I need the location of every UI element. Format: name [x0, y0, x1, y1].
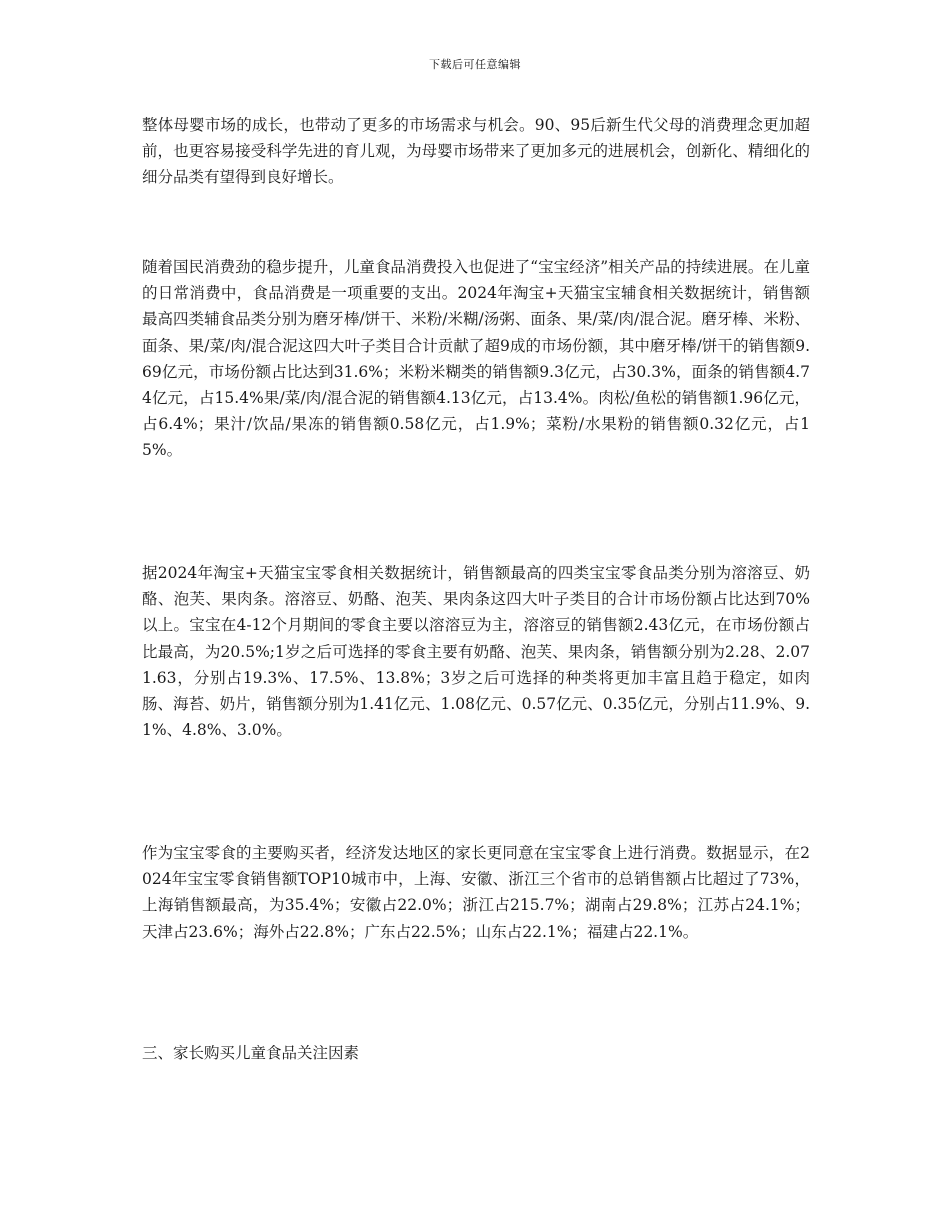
- paragraph-complementary-food: 随着国民消费劲的稳步提升，儿童食品消费投入也促进了“宝宝经济”相关产品的持续进展。在儿童的日常消费中，食品消费是一项重要的支出。2024年淘宝+天猫宝宝辅食相关数据统计，销售额最高四类辅食品类分别为磨牙棒/饼干、米粉/米糊/汤粥、面条、果/菜/肉/混合泥。磨牙棒、米粉、面条、果/菜/肉/混合泥这四大叶子类目合计贡献了超9成的市场份额，其中磨牙棒/饼干的销售额9.69亿元，市场份额占比达到31.6%；米粉米糊类的销售额9.3亿元，占30.3%，面条的销售额4.74亿元，占15.4%果/菜/肉/混合泥的销售额4.13亿元，占13.4%。肉松/鱼松的销售额1.96亿元，占6.4%；果汁/饮品/果冻的销售额0.58亿元，占1.9%；菜粉/水果粉的销售额0.32亿元，占15%。: [142, 258, 810, 460]
- page-header: 下载后可任意编辑: [429, 58, 521, 71]
- section-heading: 三、家长购买儿童食品关注因素: [142, 1044, 360, 1062]
- paragraph-market-growth: 整体母婴市场的成长，也带动了更多的市场需求与机会。90、95后新生代父母的消费理念更加超前，也更容易接受科学先进的育儿观，为母婴市场带来了更加多元的进展机会，创新化、精细化的细分品类有望得到良好增长。: [142, 116, 810, 187]
- paragraph-baby-snacks: 据2024年淘宝+天猫宝宝零食相关数据统计，销售额最高的四类宝宝零食品类分别为溶溶豆、奶酪、泡芙、果肉条。溶溶豆、奶酪、泡芙、果肉条这四大叶子类目的合计市场份额占比达到70%以上。宝宝在4-12个月期间的零食主要以溶溶豆为主，溶溶豆的销售额2.43亿元，在市场份额占比最高，为20.5%;1岁之后可选择的零食主要有奶酪、泡芙、果肉条，销售额分别为2.28、2.071.63，分别占19.3%、17.5%、13.8%；3岁之后可选择的种类将更加丰富且趋于稳定，如肉肠、海苔、奶片，销售额分别为1.41亿元、1.08亿元、0.57亿元、0.35亿元，分别占11.9%、9.1%、4.8%、3.0%。: [142, 564, 810, 740]
- paragraph-regional-sales: 作为宝宝零食的主要购买者，经济发达地区的家长更同意在宝宝零食上进行消费。数据显示，在2024年宝宝零食销售额TOP10城市中，上海、安徽、浙江三个省市的总销售额占比超过了73%，上海销售额最高，为35.4%；安徽占22.0%；浙江占215.7%；湖南占29.8%；江苏占24.1%；天津占23.6%；海外占22.8%；广东占22.5%；山东占22.1%；福建占22.1%。: [142, 844, 810, 941]
